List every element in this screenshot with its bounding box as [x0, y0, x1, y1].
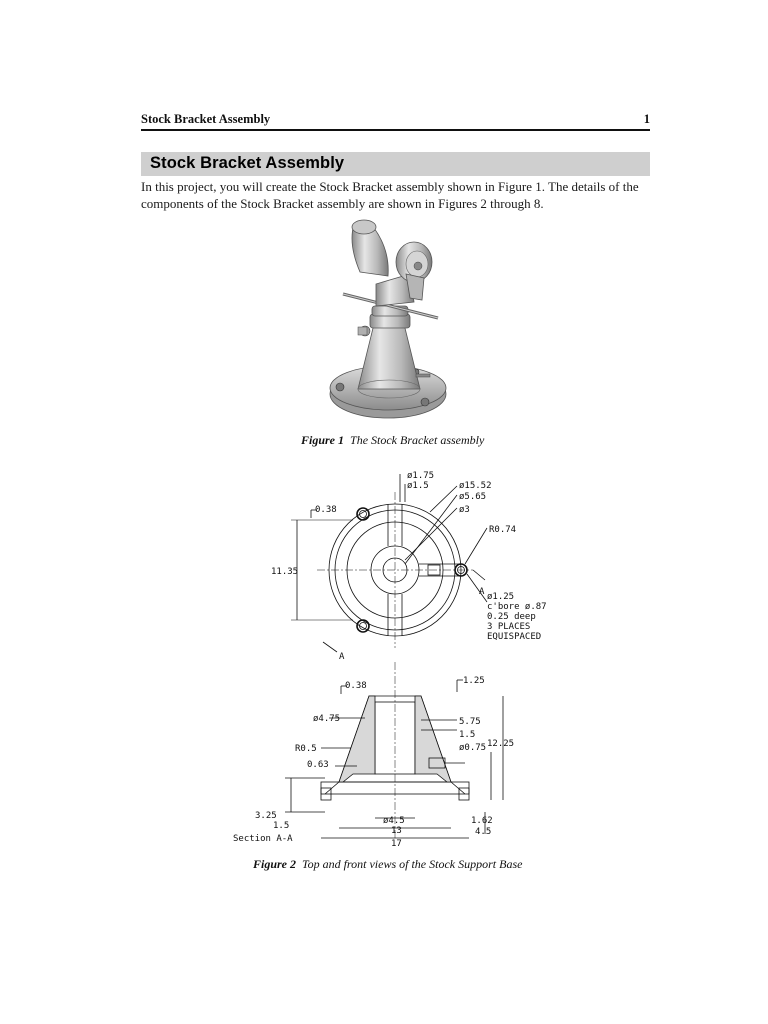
dim-d038-top: 0.38	[315, 505, 337, 515]
dim-d13: 13	[391, 826, 402, 836]
dim-d1225: 12.25	[487, 739, 515, 749]
figure-1-label: Figure 1	[301, 433, 345, 447]
dim-d15: ø1.5	[407, 481, 429, 491]
dim-r05: R0.5	[295, 744, 317, 754]
stock-bracket-assembly-image	[318, 214, 458, 429]
page-number: 1	[643, 112, 650, 126]
running-title: Stock Bracket Assembly	[141, 112, 271, 126]
dim-d075: ø0.75	[459, 743, 487, 753]
figure-2-label: Figure 2	[253, 857, 297, 871]
intro-paragraph: In this project, you will create the Stock Bracket assembly shown in Figure 1. The details of the components of the Stock Bracket assembly are shown in Figures 2 through 8.	[141, 179, 639, 211]
hole-note-3: 0.25 deep	[487, 612, 536, 622]
section-mark-right: A	[479, 587, 485, 597]
section-heading-bar	[141, 152, 650, 176]
figure-2-caption-text: Top and front views of the Stock Support Base	[302, 857, 523, 871]
dim-d17: 17	[391, 839, 402, 849]
dim-d15-front: 1.5	[459, 730, 476, 740]
dim-d063: 0.63	[307, 760, 329, 770]
hole-note-5: EQUISPACED	[487, 632, 542, 642]
figure-1-caption-text: The Stock Bracket assembly	[350, 433, 485, 447]
dim-d15b: 1.5	[273, 821, 290, 831]
dim-d45: 4.5	[475, 827, 492, 837]
hole-note-2: c'bore ø.87	[487, 602, 547, 612]
figure-2-caption	[253, 857, 522, 872]
dim-d45dia: ø4.5	[383, 816, 405, 826]
dim-d162: 1.62	[471, 816, 493, 826]
running-header	[141, 112, 650, 130]
dim-d475: ø4.75	[313, 714, 341, 724]
header-rule	[141, 129, 650, 131]
dim-d575: 5.75	[459, 717, 481, 727]
hole-note-1: ø1.25	[487, 592, 515, 602]
dim-d175: ø1.75	[407, 471, 435, 481]
stock-support-base-drawing	[225, 462, 565, 852]
section-label: Section A-A	[233, 834, 293, 844]
dim-d125: 1.25	[463, 676, 485, 686]
dim-d325: 3.25	[255, 811, 277, 821]
dim-d038-front: 0.38	[345, 681, 367, 691]
hole-note-4: 3 PLACES	[487, 622, 531, 632]
section-mark-left: A	[339, 652, 345, 662]
dim-d565: ø5.65	[459, 492, 487, 502]
dim-d1552: ø15.52	[459, 481, 492, 491]
figure-1-caption	[301, 433, 484, 448]
section-title: Stock Bracket Assembly	[150, 154, 345, 172]
dim-d3: ø3	[459, 505, 470, 515]
dim-h1135: 11.35	[271, 567, 299, 577]
dim-r074: R0.74	[489, 525, 517, 535]
